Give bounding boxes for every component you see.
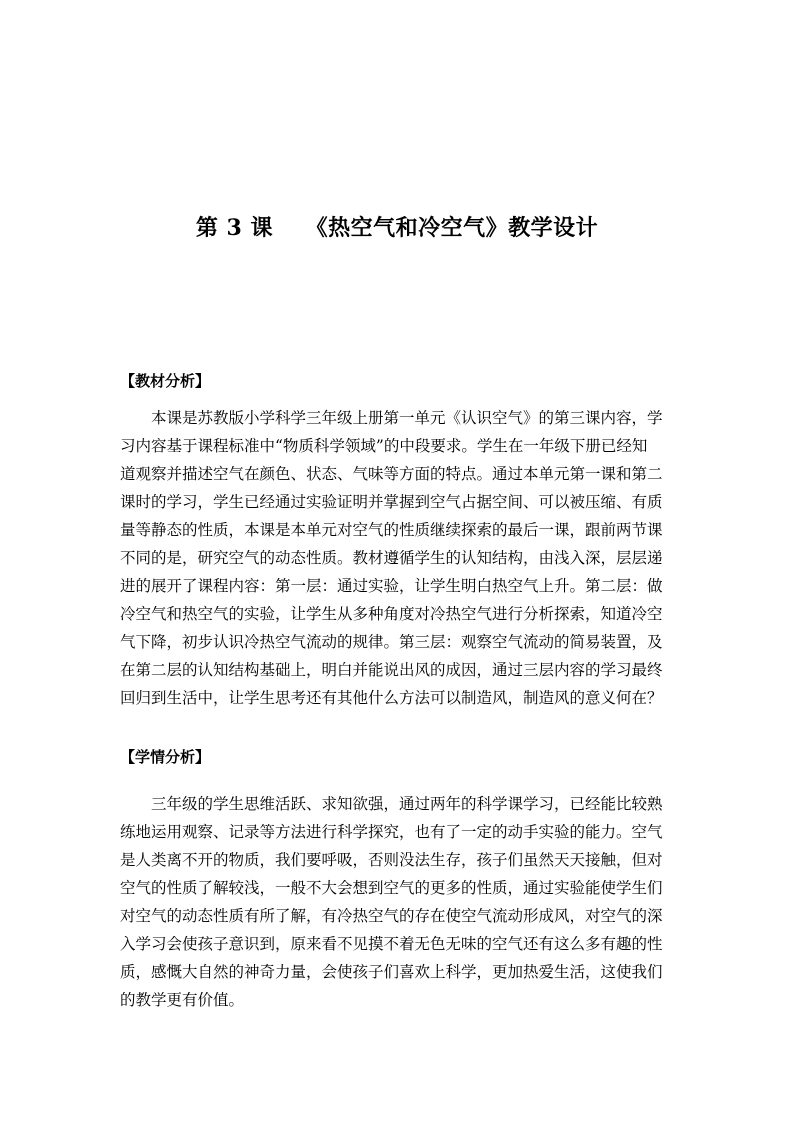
paragraph-line: 道观察并描述空气在颜色、状态、气味等方面的特点。通过本单元第一课和第二 <box>120 465 663 483</box>
paragraph-line: 质，感慨大自然的神奇力量，会使孩子们喜欢上科学，更加热爱生活，这使我们 <box>120 963 663 981</box>
paragraph-student-analysis <box>120 790 680 1014</box>
paragraph-line: 对空气的动态性质有所了解，有冷热空气的存在使空气流动形成风，对空气的深 <box>120 907 663 925</box>
paragraph-line: 是人类离不开的物质，我们要呼吸，否则没法生存，孩子们虽然天天接触，但对 <box>120 851 663 869</box>
paragraph-line: 的教学更有价值。 <box>120 991 245 1009</box>
paragraph-line: 本课是苏教版小学科学三年级上册第一单元《认识空气》的第三课内容，学 <box>151 409 663 427</box>
section-heading-textbook-analysis: 【教材分析】 <box>120 372 211 390</box>
paragraph-line: 入学习会使孩子意识到，原来看不见摸不着无色无味的空气还有这么多有趣的性 <box>120 935 663 953</box>
paragraph-line: 回归到生活中，让学生思考还有其他什么方法可以制造风，制造风的意义何在？ <box>120 689 663 707</box>
paragraph-line: 不同的是，研究空气的动态性质。教材遵循学生的认知结构，由浅入深，层层递 <box>120 549 663 567</box>
section-heading-student-analysis: 【学情分析】 <box>120 748 211 766</box>
paragraph-line: 在第二层的认知结构基础上，明白并能说出风的成因，通过三层内容的学习最终 <box>120 661 663 679</box>
paragraph-line: 三年级的学生思维活跃、求知欲强，通过两年的科学课学习，已经能比较熟 <box>151 795 663 813</box>
document-title: 第 3 课 《热空气和冷空气》教学设计 <box>195 215 599 241</box>
paragraph-line: 空气的性质了解较浅，一般不大会想到空气的更多的性质，通过实验能使学生们 <box>120 879 663 897</box>
paragraph-line: 气下降，初步认识冷热空气流动的规律。第三层：观察空气流动的简易装置，及 <box>120 633 663 651</box>
paragraph-line: 练地运用观察、记录等方法进行科学探究，也有了一定的动手实验的能力。空气 <box>120 823 663 841</box>
paragraph-line: 冷空气和热空气的实验，让学生从多种角度对冷热空气进行分析探索，知道冷空 <box>120 605 663 623</box>
paragraph-line: 量等静态的性质，本课是本单元对空气的性质继续探索的最后一课，跟前两节课 <box>120 521 663 539</box>
paragraph-line: 习内容基于课程标准中“物质科学领域”的中段要求。学生在一年级下册已经知 <box>120 437 648 455</box>
paragraph-line: 课时的学习，学生已经通过实验证明并掌握到空气占据空间、可以被压缩、有质 <box>120 493 663 511</box>
paragraph-line: 进的展开了课程内容：第一层：通过实验，让学生明白热空气上升。第二层：做 <box>120 577 663 595</box>
paragraph-textbook-analysis <box>120 404 680 712</box>
